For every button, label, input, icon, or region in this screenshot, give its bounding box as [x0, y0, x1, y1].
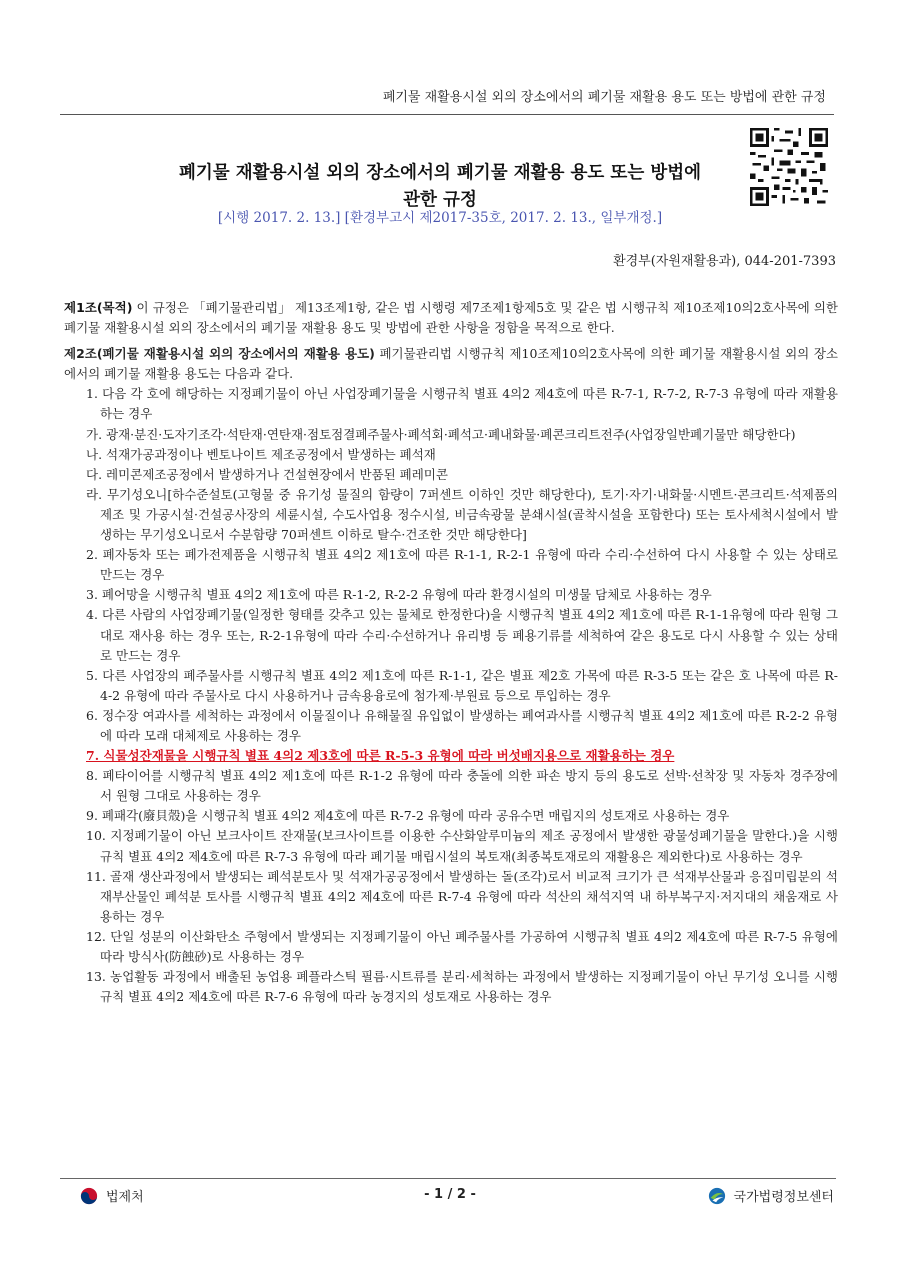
list-item: 라. 무기성오니[하수준설토(고형물 중 유기성 물질의 함량이 7퍼센트 이하인 것만 해당한다), 토기·자기·내화물·시멘트·콘크리트·석제품의 제조 및 가공시설·건설공사장의 세륜시설, 수도사업용 정수시설, 비금속광물 분쇄시설(골착시설을 포함한다) 또는 토사세척시설에서 발생하는 무기성오니로서 수분함량 70퍼센트 이하로 탈수·건조한 것만 해당한다] [86, 486, 838, 543]
article-2-text: 폐기물관리법 시행규칙 제10조제10의2호사목에 의한 폐기물 재활용시설 외의 장소에서의 폐기물 재활용 용도는 다음과 같다. [64, 346, 838, 382]
effective-date: [시행 2017. 2. 13.] [환경부고시 제2017-35호, 2017. 2. 13., 일부개정.] [217, 210, 663, 226]
list-item: 1. 다음 각 호에 해당하는 지정폐기물이 아닌 사업장폐기물을 시행규칙 별표 4의2 제4호에 따른 R-7-1, R-7-2, R-7-3 유형에 따라 재활용하는 경우 [86, 386, 838, 422]
list-item: 2. 폐자동차 또는 폐가전제품을 시행규칙 별표 4의2 제1호에 따른 R-1-1, R-2-1 유형에 따라 수리·수선하여 다시 사용할 수 있는 상태로 만드는 경우 [86, 547, 838, 583]
list-item: 9. 폐패각(廢貝殼)을 시행규칙 별표 4의2 제4호에 따른 R-7-2 유형에 따라 공유수면 매립지의 성토재로 사용하는 경우 [86, 808, 730, 824]
footer-right [708, 1186, 834, 1205]
running-header [60, 88, 834, 115]
list-item: 8. 폐타이어를 시행규칙 별표 4의2 제1호에 따른 R-1-2 유형에 따라 충돌에 의한 파손 방지 등의 용도로 선박·선착장 및 자동차 경주장에서 원형 그대로 사용하는 경우 [86, 768, 838, 804]
page-number: - 1 / 2 - [424, 1187, 476, 1202]
ministry-contact: 환경부(자원재활용과), 044-201-7393 [613, 254, 836, 269]
list-item: 10. 지정폐기물이 아닌 보크사이트 잔재물(보크사이트를 이용한 수산화알루미늄의 제조 공정에서 발생한 광물성폐기물을 말한다.)을 시행규칙 별표 4의2 제4호에 따른 R-7-3 유형에 따라 폐기물 매립시설의 복토재(최종복토재로의 재활용은 제외한다)로 사용하는 경우 [86, 828, 838, 864]
list-item: 가. 광재·분진·도자기조각·석탄재·연탄재·점토점결폐주물사·폐석회·폐석고·폐내화물·폐콘크리트전주(사업장일반폐기물만 해당한다) [86, 426, 796, 442]
list-item: 13. 농업활동 과정에서 배출된 농업용 폐플라스틱 필름·시트류를 분리·세척하는 과정에서 발생하는 지정폐기물이 아닌 무기성 오니를 시행규칙 별표 4의2 제4호에 따른 R-7-6 유형에 따라 농경지의 성토재로 사용하는 경우 [86, 969, 838, 1005]
list-item: 다. 레미콘제조공정에서 발생하거나 건설현장에서 반품된 폐레미콘 [86, 466, 448, 482]
footer-divider [60, 1178, 836, 1179]
list-item: 4. 다른 사람의 사업장폐기물(일정한 형태를 갖추고 있는 물체로 한정한다)을 시행규칙 별표 4의2 제1호에 따른 R-1-1유형에 따라 원형 그대로 재사용 하는 경우 또는, R-2-1유형에 따라 수리·수선하거나 유리병 등 폐용기류를 세척하여 같은 용도로 다시 사용할 수 있는 상태로 만드는 경우 [86, 607, 838, 663]
list-item: 3. 폐어망을 시행규칙 별표 4의2 제1호에 따른 R-1-2, R-2-2 유형에 따라 환경시설의 미생물 담체로 사용하는 경우 [86, 587, 712, 603]
list-item: 5. 다른 사업장의 폐주물사를 시행규칙 별표 4의2 제1호에 따른 R-1-1, 같은 별표 제2호 가목에 따른 R-3-5 또는 같은 호 나목에 따른 R-4-2 유형에 따라 주물사로 다시 사용하거나 금속용융로에 첨가제·부원료 등으로 투입하는 경우 [86, 667, 838, 703]
footer-right-label: 국가법령정보센터 [733, 1190, 834, 1205]
list-item: 6. 정수장 여과사를 세척하는 과정에서 이물질이나 유해물질 유입없이 발생하는 폐여과사를 시행규칙 별표 4의2 제1호에 따른 R-2-2 유형에 따라 모래 대체제로 사용하는 경우 [86, 707, 838, 743]
article-1-heading: 제1조(목적) [64, 300, 133, 315]
article-1-text: 이 규정은 「폐기물관리법」 제13조제1항, 같은 법 시행령 제7조제1항제5호 및 같은 법 시행규칙 제10조제10의2호사목에 의한 폐기물 재활용시설 외의 장소에서의 폐기물 재활용 용도 및 방법에 관한 사항을 정함을 목적으로 한다. [64, 300, 838, 336]
running-title: 폐기물 재활용시설 외의 장소에서의 폐기물 재활용 용도 또는 방법에 관한 규정 [382, 90, 826, 105]
title-line-1: 폐기물 재활용시설 외의 장소에서의 폐기물 재활용 용도 또는 방법에 [178, 163, 702, 183]
document-body [64, 298, 838, 1007]
list-item: 나. 석재가공과정이나 벤토나이트 제조공정에서 발생하는 폐석재 [86, 446, 436, 462]
qr-code-icon[interactable] [750, 128, 828, 206]
list-item: 11. 골재 생산과정에서 발생되는 폐석분토사 및 석재가공공정에서 발생하는 돌(조각)로서 비교적 크기가 큰 석재부산물과 응집미립분의 석재부산물인 폐석분 토사를 시행규칙 별표 4의2 제4호에 따른 R-7-4 유형에 따라 석산의 채석지역 내 하부복구지·저지대의 채움재로 사용하는 경우 [86, 868, 838, 924]
title-line-2: 관한 규정 [403, 190, 477, 210]
article-2-heading: 제2조(폐기물 재활용시설 외의 장소에서의 재활용 용도) [64, 346, 375, 362]
list-item: 12. 단일 성분의 이산화탄소 주형에서 발생되는 지정폐기물이 아닌 폐주물사를 가공하여 시행규칙 별표 4의2 제4호에 따른 R-7-5 유형에 따라 방식사(防蝕砂)로 사용하는 경우 [86, 928, 838, 964]
article-1 [64, 298, 838, 338]
amended-item-7: 7. 식물성잔재물을 시행규칙 별표 4의2 제3호에 따른 R-5-3 유형에 따라 버섯배지용으로 재활용하는 경우 [86, 748, 675, 764]
article-2 [64, 344, 838, 384]
footer-left-label: 법제처 [106, 1190, 144, 1205]
law-center-logo-icon [708, 1187, 726, 1205]
